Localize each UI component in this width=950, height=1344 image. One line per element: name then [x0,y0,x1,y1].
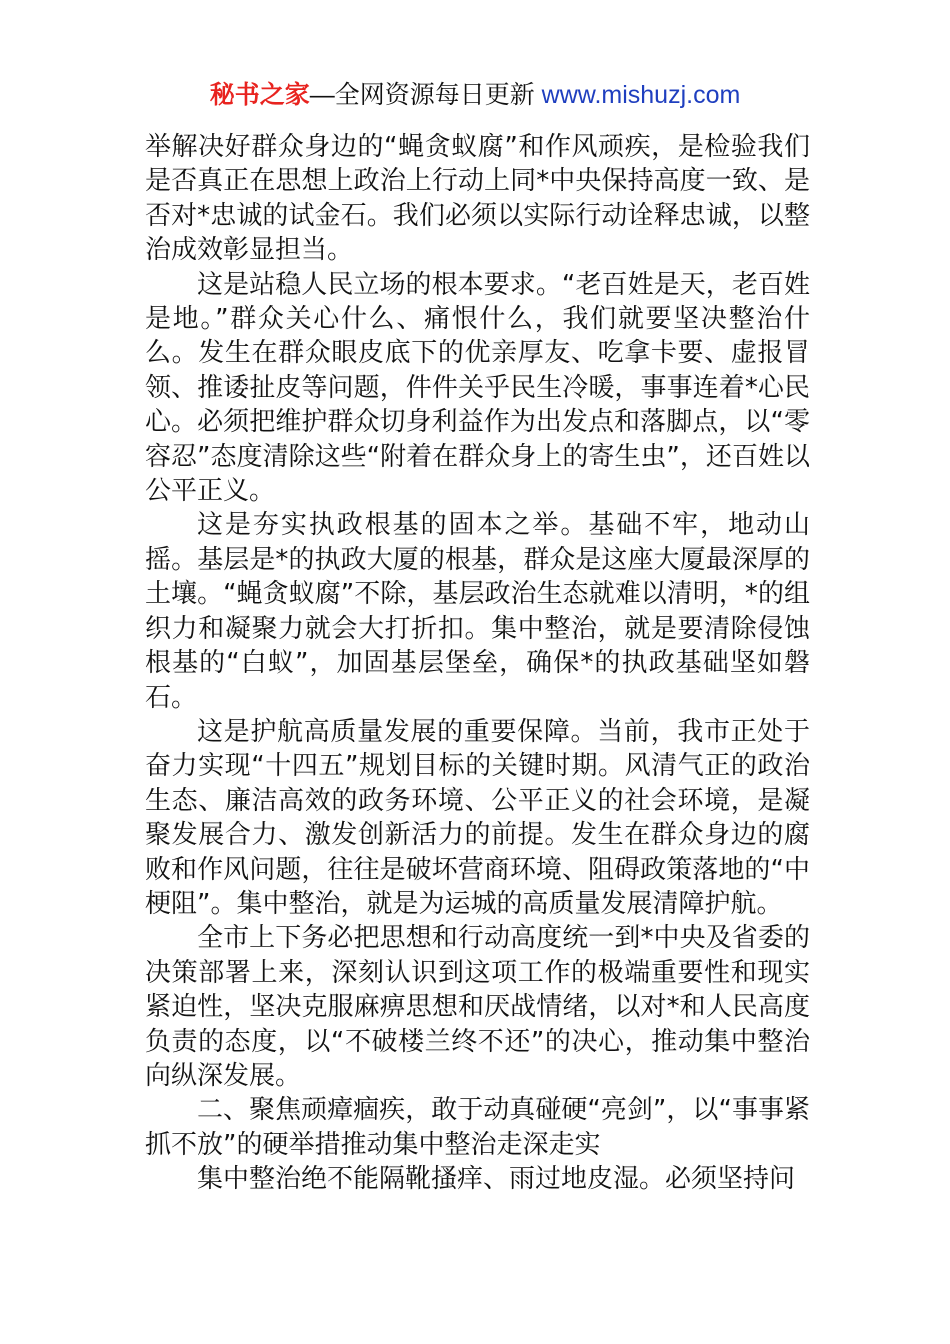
site-header [0,78,950,112]
paragraph: 集中整治绝不能隔靴搔痒、雨过地皮湿。必须坚持问 [197,1164,796,1195]
site-brand: 秘书之家 [209,81,310,109]
section-heading: 二、聚焦顽瘴痼疾，敢于动真碰硬“亮剑”，以“事事紧抓不放”的硬举措推动集中整治走深走实 [145,1095,810,1160]
paragraph: 举解决好群众身边的“蝇贪蚁腐”和作风顽疾，是检验我们是否真正在思想上政治上行动上同*中央保持高度一致、是否对*忠诚的试金石。我们必须以实际行动诠释忠诚，以整治成效彰显担当。 [145,132,810,266]
document-body [145,130,810,1197]
paragraph: 这是夯实执政根基的固本之举。基础不牢，地动山摇。基层是*的执政大厦的根基，群众是这座大厦最深厚的土壤。“蝇贪蚁腐”不除，基层政治生态就难以清明，*的组织力和凝聚力就会大打折扣。集中整治，就是要清除侵蚀根基的“白蚁”，加固基层堡垒，确保*的执政基础坚如磐石。 [145,510,810,713]
site-url[interactable]: www.mishuzj.com [541,81,741,109]
paragraph: 这是站稳人民立场的根本要求。“老百姓是天，老百姓是地。”群众关心什么、痛恨什么，我们就要坚决整治什么。发生在群众眼皮底下的优亲厚友、吃拿卡要、虚报冒领、推诿扯皮等问题，件件关乎民生冷暖，事事连着*心民心。必须把维护群众切身利益作为出发点和落脚点，以“零容忍”态度清除这些“附着在群众身上的寄生虫”，还百姓以公平正义。 [145,269,810,507]
site-tagline: —全网资源每日更新 [309,81,542,109]
paragraph: 全市上下务必把思想和行动高度统一到*中央及省委的决策部署上来，深刻认识到这项工作的极端重要性和现实紧迫性，坚决克服麻痹思想和厌战情绪，以对*和人民高度负责的态度，以“不破楼兰终不还”的决心，推动集中整治向纵深发展。 [145,923,810,1091]
paragraph: 这是护航高质量发展的重要保障。当前，我市正处于奋力实现“十四五”规划目标的关键时期。风清气正的政治生态、廉洁高效的政务环境、公平正义的社会环境，是凝聚发展合力、激发创新活力的前提。发生在群众身边的腐败和作风问题，往往是破坏营商环境、阻碍政策落地的“中梗阻”。集中整治，就是为运城的高质量发展清障护航。 [145,716,810,919]
